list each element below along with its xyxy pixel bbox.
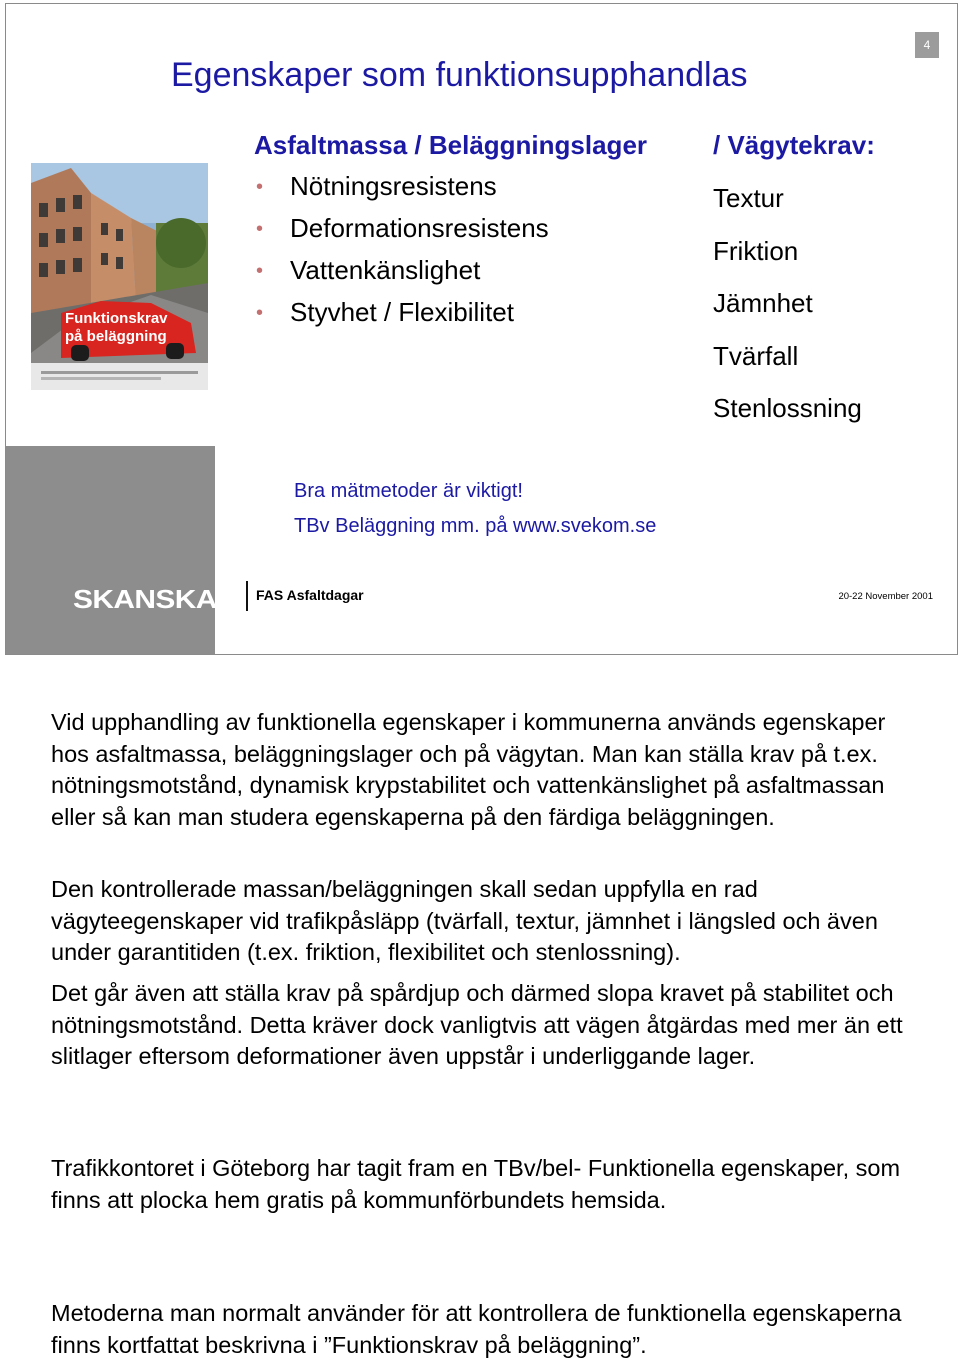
skanska-logo: SKANSKA <box>73 584 217 614</box>
property-item: Textur <box>713 183 784 213</box>
road-surface-properties-list <box>713 182 862 445</box>
bullet-dot-icon: • <box>256 302 264 324</box>
note-reference: TBv Beläggning mm. på www.svekom.se <box>294 515 657 537</box>
cover-title-line1: Funktionskrav <box>65 310 168 327</box>
bullet-item <box>254 296 549 338</box>
note-measurement: Bra mätmetoder är viktigt! <box>294 480 523 502</box>
body-paragraph: Det går även att ställa krav på spårdjup och därmed slopa kravet på stabilitet och nötningsmotstånd. Detta kräver dock vanligtvis att vägen åtgärdas med mer än ett slitlager eftersom deformationer även uppstår i underliggande lager. <box>51 980 903 1069</box>
bullet-dot-icon: • <box>256 260 264 282</box>
slide-title: Egenskaper som funktionsupphandlas <box>171 56 748 94</box>
footer-divider <box>246 581 248 611</box>
body-paragraph: Vid upphandling av funktionella egenskaper i kommunerna används egenskaper hos asfaltmassa, beläggningslager och på vägytan. Man kan ställa krav på t.ex. nötningsmotstånd, dynamisk krypstabilitet och vattenkänslighet på asfaltmassan eller så kan man studera egenskaperna på den färdiga beläggningen. <box>51 709 886 830</box>
property-item: Tvärfall <box>713 340 799 371</box>
bullet-dot-icon: • <box>256 176 264 198</box>
property-item: Jämnhet <box>713 288 813 318</box>
bullet-text: Nötningsresistens <box>290 171 497 201</box>
bullet-text: Deformationsresistens <box>290 213 549 243</box>
body-paragraph: Den kontrollerade massan/beläggningen skall sedan uppfylla en rad vägyteegenskaper vid trafikpåsläpp (tvärfall, textur, jämnhet i längsled och även under garantitiden (t.ex. friktion, flexibilitet och stenlossning). <box>51 876 878 965</box>
bullet-item <box>254 212 549 254</box>
bullet-text: Styvhet / Flexibilitet <box>290 297 514 327</box>
page-number: 4 <box>915 32 939 58</box>
property-item: Friktion <box>713 235 799 266</box>
road-surface-heading: / Vägytekrav: <box>713 130 875 160</box>
body-paragraph: Trafikkontoret i Göteborg har tagit fram en TBv/bel- Funktionella egenskaper, som finns att plocka hem gratis på kommunförbundets hemsida. <box>51 1155 901 1213</box>
report-cover-image <box>31 163 208 390</box>
slide-frame <box>5 3 958 655</box>
bullet-dot-icon: • <box>256 218 264 240</box>
event-name: FAS Asfaltdagar <box>256 587 364 603</box>
material-heading: Asfaltmassa / Beläggningslager <box>254 130 648 160</box>
footer-grey-panel <box>6 446 215 655</box>
bullet-text: Vattenkänslighet <box>290 255 481 285</box>
bullet-item <box>254 170 549 212</box>
material-properties-list <box>254 170 549 338</box>
event-date: 20-22 November 2001 <box>838 591 933 602</box>
cover-title-line2: på beläggning <box>65 328 167 345</box>
bullet-item <box>254 254 549 296</box>
body-paragraph: Metoderna man normalt använder för att kontrollera de funktionella egenskaperna finns kortfattat beskrivna i ”Funktionskrav på beläggning”. <box>51 1300 902 1358</box>
property-item: Stenlossning <box>713 393 862 423</box>
